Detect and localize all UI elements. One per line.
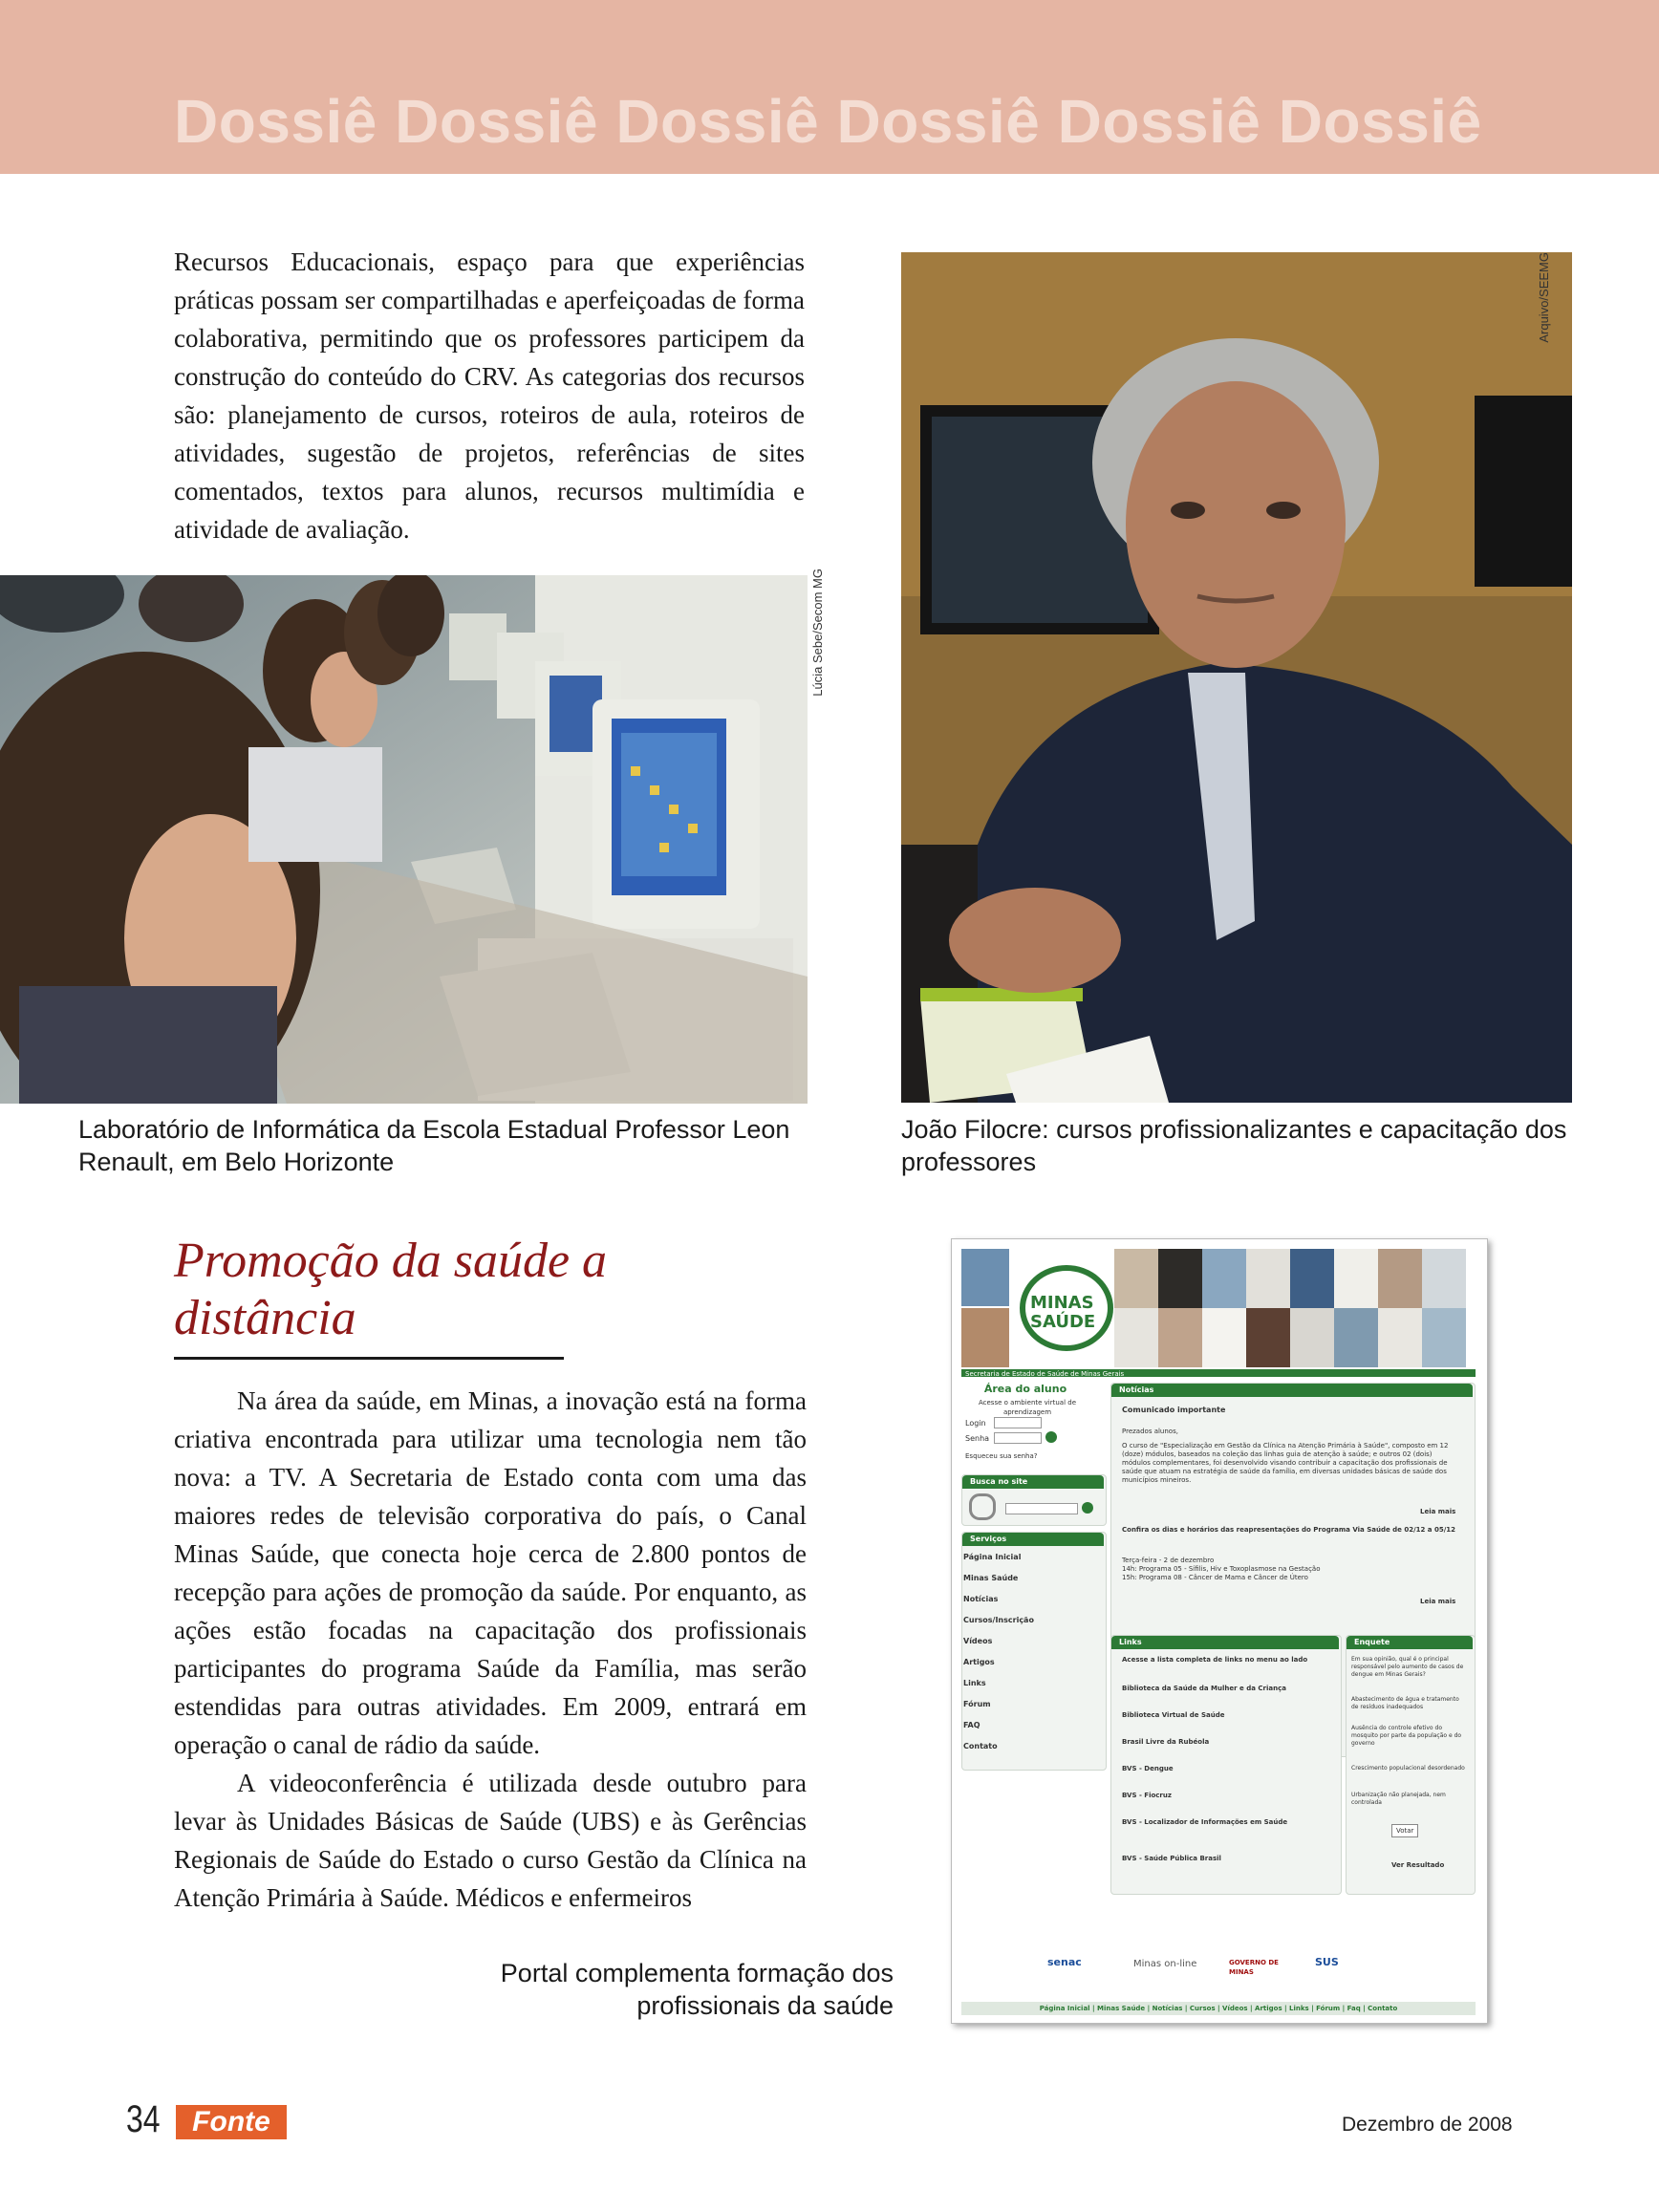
servicos-item[interactable]: Notícias [963,1595,999,1603]
intro-text: Recursos Educacionais, espaço para que experiências práticas possam ser compartilhadas e aperfeiçoadas de forma colaborativa, permitindo que os professores participem da construção do conteúdo do CRV. As categorias dos recursos são: planejamento de cursos, roteiros de aula, roteiros de atividades, sugestão de projetos, referências de sites comentados, textos para alunos, recursos multimídia e atividade de avaliação. [174,247,805,544]
enquete-option[interactable]: Ausência do controle efetivo do mosquito por parte da população e do governo [1351,1725,1462,1747]
senha-input[interactable] [994,1432,1042,1444]
results-link[interactable]: Ver Resultado [1391,1861,1445,1869]
busca-input[interactable] [1005,1503,1078,1514]
vote-button[interactable]: Votar [1391,1824,1418,1837]
lab-photo-caption: Laboratório de Informática da Escola Estadual Professor Leon Renault, em Belo Horizonte [78,1115,790,1176]
noticia-2-title[interactable]: Confira os dias e horários das reapresentações do Programa Via Saúde de 02/12 a 05/12 [1122,1526,1456,1534]
enquete-title: Enquete [1347,1636,1473,1649]
forgot-password-link[interactable]: Esqueceu sua senha? [965,1452,1038,1460]
servicos-item[interactable]: Cursos/Inscrição [963,1616,1034,1624]
busca-go-button[interactable] [1082,1502,1093,1514]
enquete-option[interactable]: Crescimento populacional desordenado [1351,1765,1465,1772]
senha-label: Senha [965,1434,990,1443]
lab-photo-illustration [0,575,808,1104]
enquete-option[interactable]: Urbanização não planejada, nem controlada [1351,1792,1446,1806]
servicos-title: Serviços [962,1533,1104,1546]
noticias-title: Notícias [1111,1384,1473,1397]
section-title: Promoção da saúde a distância [174,1234,608,1345]
servicos-item[interactable]: Artigos [963,1658,995,1666]
portal-photo-mosaic [1114,1249,1466,1367]
portal-screenshot [951,1238,1488,2024]
search-icon [969,1493,996,1520]
links-item[interactable]: Brasil Livre da Rubéola [1122,1738,1210,1746]
footer-logo-senac[interactable]: senac [1047,1956,1082,1968]
magazine-logo: Fonte [176,2105,287,2139]
page-number: 34 [126,2098,161,2140]
footer-logo-minas-online[interactable]: Minas on-line [1133,1959,1197,1969]
busca-title: Busca no site [962,1475,1104,1489]
links-item[interactable]: BVS - Saúde Pública Brasil [1122,1855,1221,1862]
login-go-button[interactable] [1045,1431,1057,1443]
links-title: Links [1111,1636,1339,1649]
header-band-text: Dossiê Dossiê Dossiê Dossiê Dossiê Dossiê [174,87,1482,156]
noticia-2-body: Terça-feira - 2 de dezembro 14h: Programa 05 - Sífilis, Hiv e Toxoplasmose na Gestação 15h: Programa 08 - Câncer de Mama e Câncer de Útero [1122,1557,1321,1581]
enquete-question: Em sua opinião, qual é o principal responsável pelo aumento de casos de dengue em Minas Gerais? [1351,1656,1464,1678]
title-rule [174,1357,564,1360]
area-aluno-desc: Acesse o ambiente virtual de aprendizagem [978,1399,1077,1416]
portal-logo-line1: MINAS [1030,1293,1094,1313]
login-input[interactable] [994,1417,1042,1428]
portal-subtitle: Secretaria de Estado de Saúde de Minas Gerais [965,1370,1125,1378]
servicos-item[interactable]: Fórum [963,1700,991,1708]
servicos-item[interactable]: Vídeos [963,1637,993,1645]
links-item[interactable]: Biblioteca Virtual de Saúde [1122,1711,1225,1719]
enquete-option[interactable]: Abastecimento de água e tratamento de resíduos inadequados [1351,1696,1459,1710]
portrait-photo [901,252,1572,1103]
servicos-item[interactable]: Contato [963,1742,998,1750]
servicos-item[interactable]: FAQ [963,1721,980,1729]
section-paragraph: A videoconferência é utilizada desde outubro para levar às Unidades Básicas de Saúde (UBS) e às Gerências Regionais de Saúde do Estado o curso Gestão da Clínica na Atenção Primária à Saúde. Médicos e enfermeiros [174,1769,807,1912]
portal-logo-line2: SAÚDE [1030,1312,1096,1332]
noticia-1-greeting: Prezados alunos, [1122,1428,1178,1435]
portrait-photo-illustration [901,252,1572,1103]
servicos-item[interactable]: Página Inicial [963,1553,1022,1561]
portal-footer-nav[interactable]: Página Inicial | Minas Saúde | Notícias | Cursos | Vídeos | Artigos | Links | Fórum | Faq | Contato [961,2002,1476,2015]
links-item[interactable]: BVS - Dengue [1122,1765,1174,1772]
footer-logo-governo[interactable]: GOVERNO DE MINAS [1229,1959,1279,1976]
login-label: Login [965,1419,986,1428]
lab-photo-credit: Lúcia Sebe/Secom MG [810,569,825,697]
links-item[interactable]: BVS - Fiocruz [1122,1792,1172,1799]
portrait-photo-caption: João Filocre: cursos profissionalizantes e capacitação dos professores [901,1115,1567,1176]
portal-logo-mosaic [961,1249,1114,1367]
issue-date: Dezembro de 2008 [1342,2114,1513,2136]
links-item[interactable]: BVS - Localizador de Informações em Saúde [1122,1818,1288,1826]
footer-logo-sus[interactable]: SUS [1315,1956,1339,1968]
section-paragraph: Na área da saúde, em Minas, a inovação está na forma criativa encontrada para utilizar uma tecnologia nem tão nova: a TV. A Secretaria de Estado conta com uma das maiores redes de televisão corporativa do país, o Canal Minas Saúde, que conecta hoje cerca de 2.800 pontos de recepção para ações de promoção da saúde. Por enquanto, as ações estão focadas na capacitação dos profissionais participantes do programa Saúde da Família, mas serão estendidas para outras atividades. Em 2009, entrará em operação o canal de rádio da saúde. [174,1386,807,1759]
intro-paragraph [174,243,805,548]
section-body [174,1382,807,1917]
portal-caption: Portal complementa formação dos profissionais da saúde [500,1959,894,2020]
servicos-item[interactable]: Minas Saúde [963,1574,1019,1582]
noticia-1-title[interactable]: Comunicado importante [1122,1406,1226,1414]
portrait-photo-credit: Arquivo/SEEMG [1537,252,1551,343]
links-item[interactable]: Acesse a lista completa de links no menu ao lado [1122,1656,1308,1664]
servicos-panel [961,1532,1107,1771]
noticia-1-body: O curso de "Especialização em Gestão da Clínica na Atenção Primária à Saúde", composto em 12 (doze) módulos, baseados na coleção das linhas guia de atenção à saúde; e outros 02 (dois) módulos complementares, foi desenvolvido visando contribuir a capacitação dos profissionais de saúde que atuam na estratégia de saúde da família, em diversas unidades básicas de saúde dos municípios mineiros. [1122,1442,1449,1484]
servicos-item[interactable]: Links [963,1679,986,1687]
links-item[interactable]: Biblioteca da Saúde da Mulher e da Criança [1122,1685,1286,1692]
noticia-1-more-link[interactable]: Leia mais [1420,1508,1456,1515]
lab-photo [0,575,808,1104]
area-aluno-title: Área do aluno [983,1383,1067,1395]
noticia-2-more-link[interactable]: Leia mais [1420,1598,1456,1605]
